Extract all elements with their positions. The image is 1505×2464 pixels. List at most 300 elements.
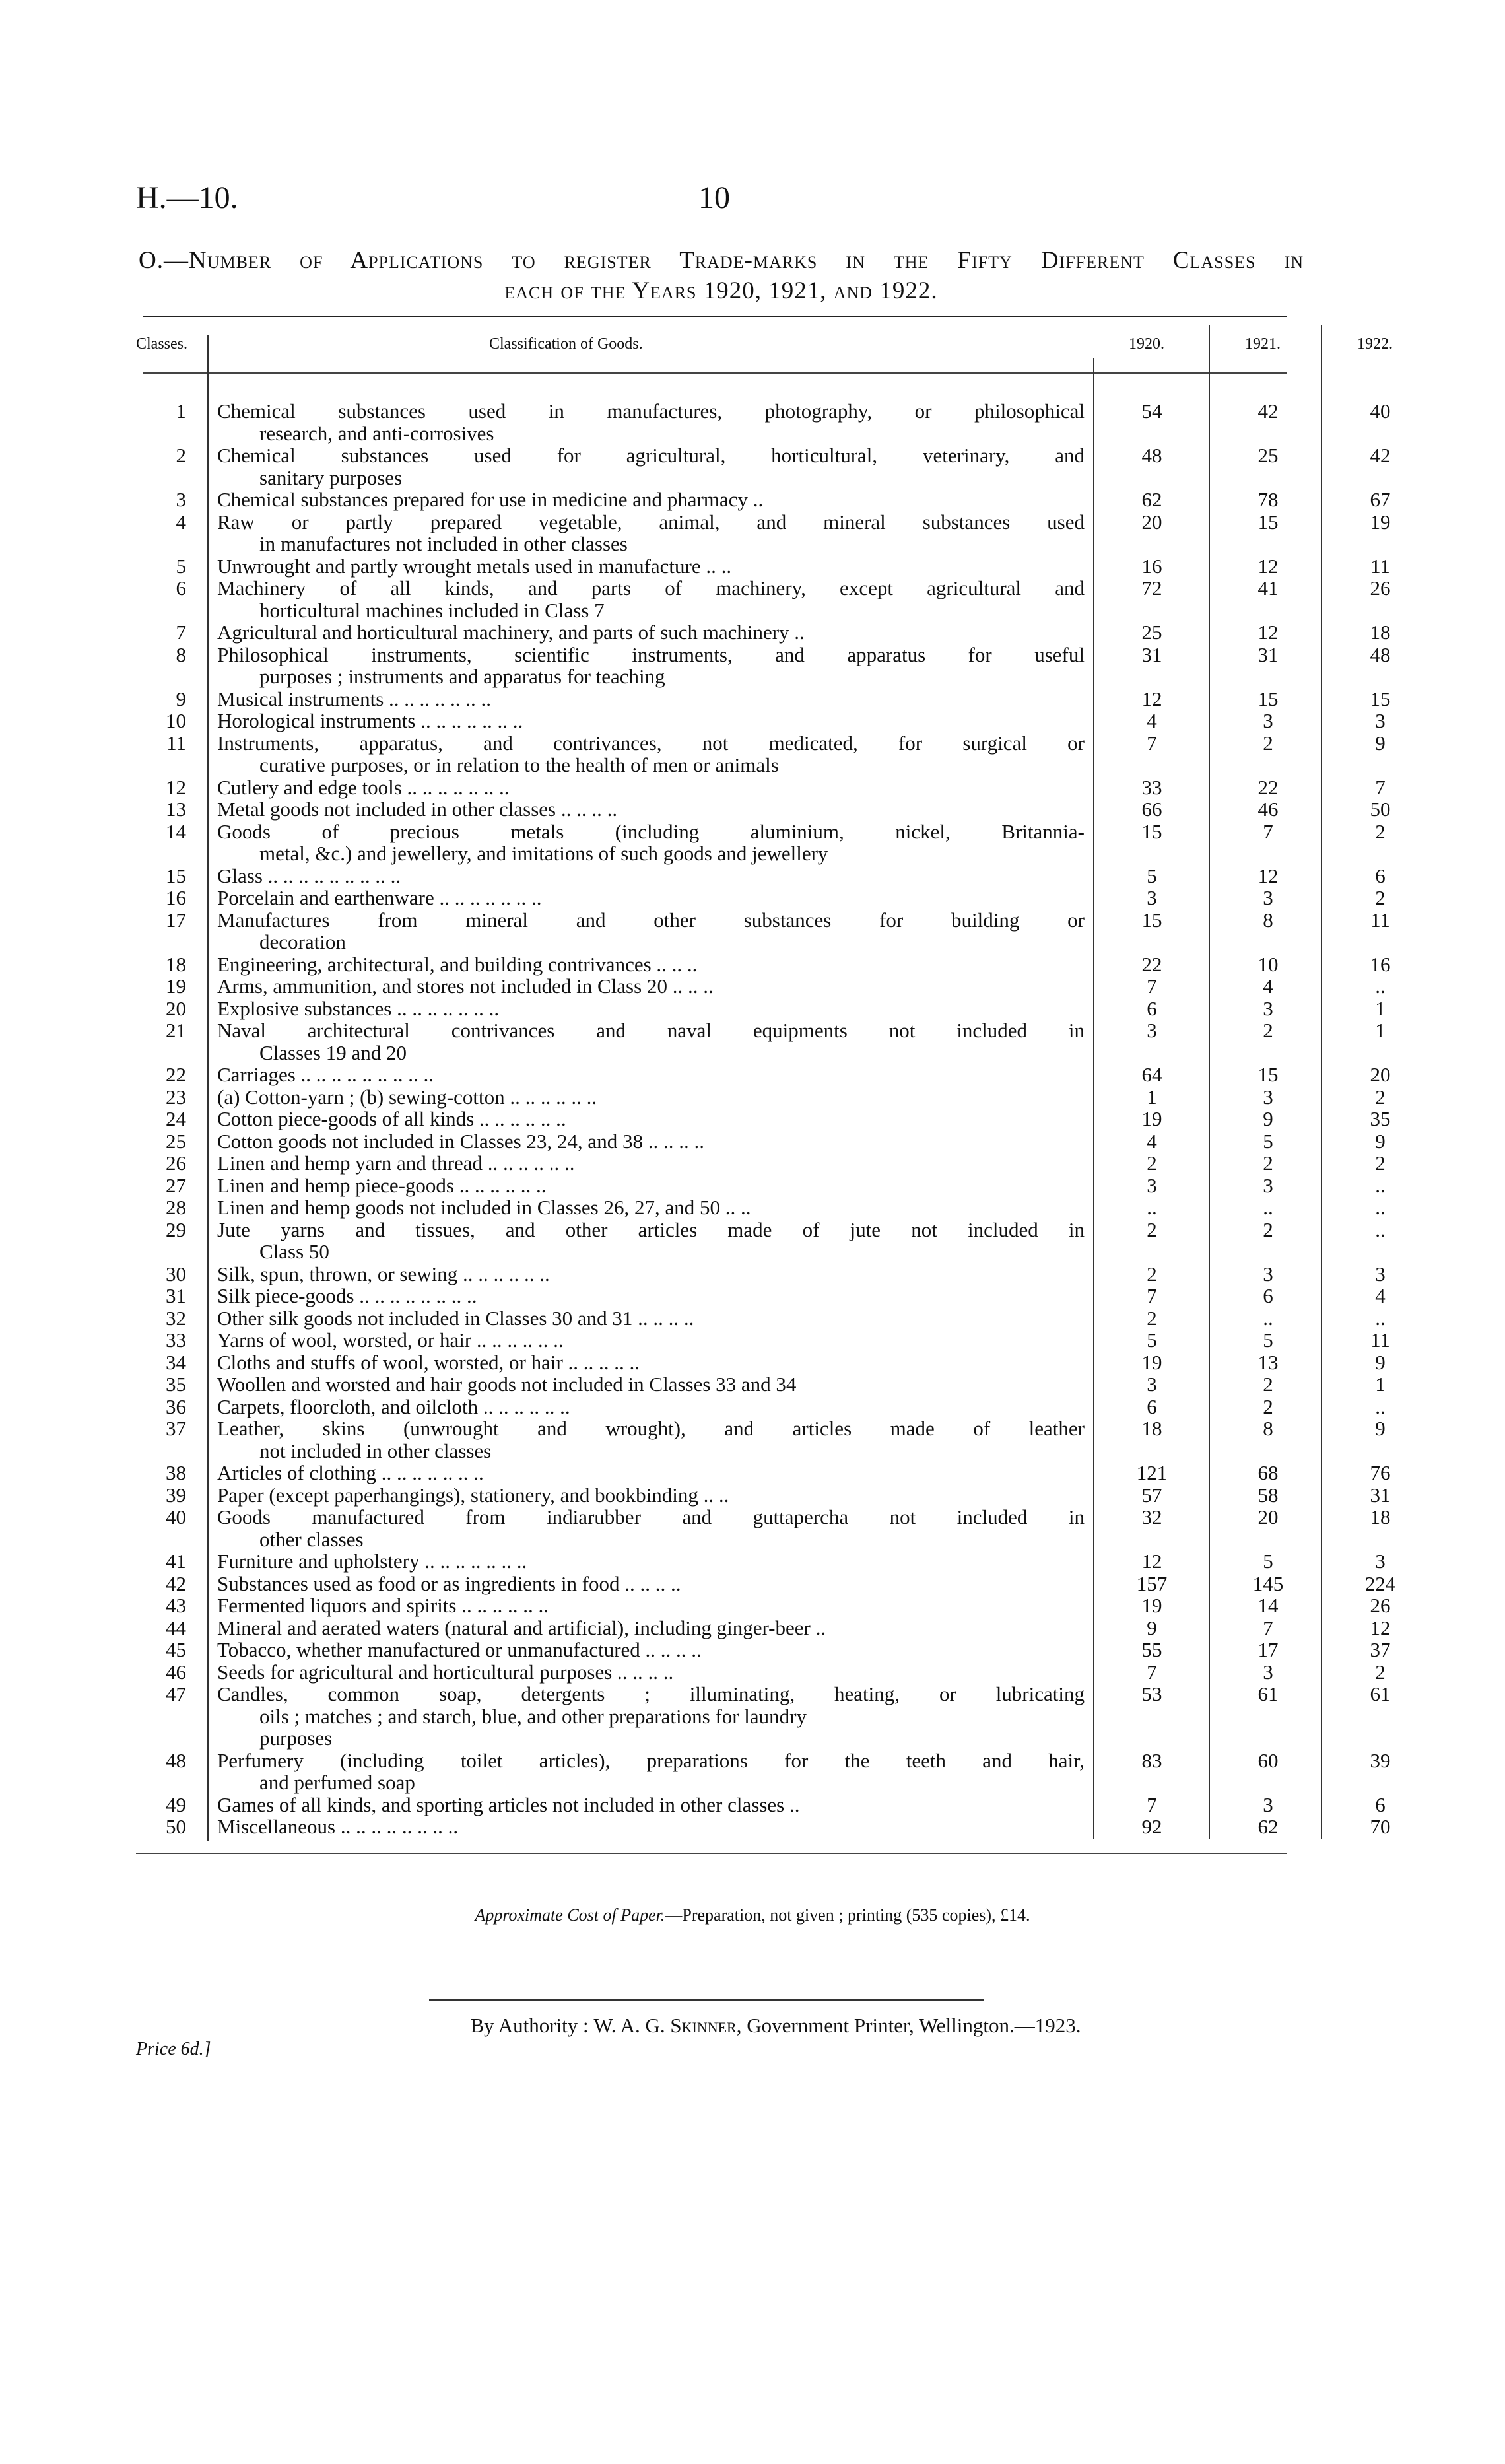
class-description [217, 1086, 1085, 1109]
class-number: 30 [166, 1262, 186, 1285]
class-description [217, 1594, 1085, 1617]
value-1920: 33 [1141, 775, 1162, 799]
value-1921: 68 [1257, 1461, 1279, 1484]
class-description [217, 909, 1085, 953]
description-text: Articles of clothing .. .. .. .. .. .. .. [217, 1461, 484, 1484]
description-continuation: in manufactures not included in other classes [259, 532, 628, 555]
class-description [217, 1396, 1085, 1418]
class-description [217, 511, 1085, 555]
value-1922: 9 [1375, 1417, 1386, 1440]
value-1922: .. [1375, 975, 1386, 998]
description-text: Goods of precious metals (including aluminium, nickel, Britannia- [217, 819, 1085, 843]
class-number: 31 [166, 1284, 186, 1307]
description-text: Porcelain and earthenware .. .. .. .. .. .. .. [217, 886, 542, 909]
class-number: 32 [166, 1306, 186, 1330]
description-text: Cotton goods not included in Classes 23, 24, and 38 .. .. .. .. [217, 1129, 704, 1153]
class-number: 22 [166, 1063, 186, 1086]
description-continuation: oils ; matches ; and starch, blue, and other preparations for laundry [259, 1704, 807, 1728]
value-1922: 2 [1375, 886, 1386, 909]
value-1922: 16 [1370, 952, 1391, 976]
class-description [217, 1418, 1085, 1462]
class-description [217, 1108, 1085, 1130]
description-text: Naval architectural contrivances and naval equipments not included in [217, 1019, 1085, 1042]
table-row [136, 864, 1386, 887]
value-1921: 2 [1263, 1217, 1273, 1241]
value-1922: 1 [1375, 996, 1386, 1020]
authority-suffix: , Government Printer, Wellington.—1923. [736, 2014, 1081, 2037]
class-number: 23 [166, 1085, 186, 1109]
class-description [217, 1794, 1085, 1816]
description-text: Explosive substances .. .. .. .. .. .. .. [217, 996, 500, 1020]
value-1922: 19 [1370, 510, 1391, 533]
description-text: Linen and hemp piece-goods .. .. .. .. .. .. [217, 1173, 547, 1197]
value-1921: 60 [1257, 1748, 1279, 1772]
value-1921: 3 [1263, 996, 1273, 1020]
column-divider [1321, 325, 1322, 1839]
value-1920: 54 [1141, 399, 1162, 423]
class-number: 25 [166, 1129, 186, 1153]
table-row [136, 1748, 1391, 1794]
table-body [136, 399, 1396, 1838]
table-row [136, 1262, 1386, 1285]
value-1920: 12 [1141, 687, 1162, 710]
value-1921: 5 [1263, 1129, 1273, 1153]
description-text: Perfumery (including toilet articles), preparations for the teeth and hair, [217, 1748, 1085, 1772]
value-1921: 3 [1263, 1262, 1273, 1285]
class-description [217, 1506, 1085, 1550]
class-description [217, 644, 1085, 688]
value-1920: 15 [1141, 819, 1162, 843]
class-number: 15 [166, 864, 186, 887]
description-text: Cloths and stuffs of wool, worsted, or hair .. .. .. .. .. [217, 1350, 640, 1374]
value-1920: 57 [1141, 1483, 1162, 1507]
value-1920: 2 [1147, 1217, 1157, 1241]
value-1921: 2 [1263, 1019, 1273, 1042]
class-number: 36 [166, 1394, 186, 1418]
value-1921: 31 [1257, 642, 1279, 666]
description-text: Carriages .. .. .. .. .. .. .. .. .. [217, 1063, 434, 1086]
value-1922: 31 [1370, 1483, 1391, 1507]
table-row [136, 731, 1386, 776]
class-description [217, 1263, 1085, 1285]
description-text: Linen and hemp goods not included in Classes 26, 27, and 50 .. .. [217, 1196, 751, 1219]
value-1921: 15 [1257, 510, 1279, 533]
class-description [217, 998, 1085, 1020]
value-1921: 61 [1257, 1682, 1279, 1705]
value-1922: .. [1375, 1196, 1386, 1219]
value-1921: 2 [1263, 731, 1273, 755]
value-1920: 25 [1141, 621, 1162, 644]
value-1922: 11 [1370, 554, 1390, 578]
class-number: 47 [166, 1682, 186, 1705]
authority-rule [429, 1999, 984, 2001]
class-description [217, 865, 1085, 887]
table-row [136, 554, 1390, 578]
value-1922: 3 [1375, 1550, 1386, 1573]
class-description [217, 732, 1085, 776]
value-1920: 1 [1147, 1085, 1157, 1109]
value-1921: 10 [1257, 952, 1279, 976]
value-1920: 20 [1141, 510, 1162, 533]
value-1921: 145 [1252, 1571, 1284, 1595]
description-text: (a) Cotton-yarn ; (b) sewing-cotton .. .. .. .. .. .. [217, 1085, 597, 1109]
value-1921: 2 [1263, 1151, 1273, 1175]
value-1921: 3 [1263, 1173, 1273, 1197]
description-text: Miscellaneous .. .. .. .. .. .. .. .. [217, 1815, 459, 1838]
class-description [217, 1816, 1085, 1838]
value-1920: 3 [1147, 1173, 1157, 1197]
class-description [217, 1352, 1085, 1374]
class-description [217, 1750, 1085, 1794]
description-text: Mineral and aerated waters (natural and artificial), including ginger-beer .. [217, 1616, 826, 1639]
table-row [136, 1660, 1386, 1684]
value-1920: 7 [1147, 731, 1157, 755]
description-continuation: purposes ; instruments and apparatus for teaching [259, 665, 665, 688]
description-continuation: research, and anti-corrosives [259, 421, 494, 445]
description-text: Chemical substances used in manufactures, photography, or philosophical [217, 399, 1085, 423]
table-row [136, 1328, 1390, 1352]
value-1922: 39 [1370, 1748, 1391, 1772]
class-description [217, 887, 1085, 909]
class-description [217, 688, 1085, 710]
table-row [136, 1196, 1386, 1219]
value-1922: 12 [1370, 1616, 1391, 1639]
value-1921: 9 [1263, 1107, 1273, 1130]
class-description [217, 400, 1085, 444]
value-1921: 2 [1263, 1394, 1273, 1418]
class-description [217, 1573, 1085, 1595]
description-text: Cotton piece-goods of all kinds .. .. .. .. .. .. [217, 1107, 566, 1130]
table-row [136, 819, 1386, 865]
class-number: 39 [166, 1483, 186, 1507]
value-1921: 7 [1263, 819, 1273, 843]
class-number: 33 [166, 1328, 186, 1352]
value-1922: 48 [1370, 642, 1391, 666]
value-1921: 13 [1257, 1350, 1279, 1374]
table-row [136, 1151, 1386, 1175]
value-1921: 3 [1263, 1085, 1273, 1109]
description-text: Seeds for agricultural and horticultural purposes .. .. .. .. [217, 1660, 674, 1684]
table-row [136, 1505, 1391, 1551]
description-text: Chemical substances prepared for use in medicine and pharmacy .. [217, 488, 764, 511]
class-description [217, 1617, 1085, 1639]
value-1921: 6 [1263, 1284, 1273, 1307]
class-description [217, 975, 1085, 998]
value-1921: 8 [1263, 908, 1273, 932]
col-header-1922: 1922. [1357, 335, 1393, 353]
value-1920: 121 [1136, 1461, 1168, 1484]
table-row [136, 975, 1386, 998]
value-1922: 40 [1370, 399, 1391, 423]
value-1922: 26 [1370, 576, 1391, 599]
value-1920: 7 [1147, 1660, 1157, 1684]
value-1922: 11 [1370, 1328, 1390, 1352]
class-number: 41 [166, 1550, 186, 1573]
table-row [136, 1350, 1386, 1374]
value-1921: 22 [1257, 775, 1279, 799]
table-row [136, 952, 1391, 976]
table-row [136, 488, 1391, 511]
value-1922: 2 [1375, 819, 1386, 843]
description-continuation: Classes 19 and 20 [259, 1041, 407, 1064]
table-row [136, 1063, 1391, 1086]
class-number: 45 [166, 1638, 186, 1661]
description-text: Manufactures from mineral and other substances for building or [217, 908, 1085, 932]
class-number: 19 [166, 975, 186, 998]
value-1922: 18 [1370, 1505, 1391, 1528]
class-number: 37 [166, 1417, 186, 1440]
description-text: Linen and hemp yarn and thread .. .. .. .. .. .. [217, 1151, 575, 1175]
class-number: 49 [166, 1793, 186, 1816]
class-description [217, 953, 1085, 976]
value-1921: 62 [1257, 1815, 1279, 1838]
description-text: Yarns of wool, worsted, or hair .. .. .. .. .. .. [217, 1328, 564, 1352]
value-1920: 31 [1141, 642, 1162, 666]
value-1921: 12 [1257, 554, 1279, 578]
header-bottom-rule [143, 372, 1287, 374]
description-text: Games of all kinds, and sporting articles not included in other classes .. [217, 1793, 800, 1816]
class-number: 20 [166, 996, 186, 1020]
value-1922: .. [1375, 1217, 1386, 1241]
col-header-classes: Classes. [136, 335, 187, 353]
class-number: 21 [166, 1019, 186, 1042]
description-text: Silk piece-goods .. .. .. .. .. .. .. .. [217, 1284, 477, 1307]
value-1920: 48 [1141, 444, 1162, 467]
class-number: 3 [176, 488, 186, 511]
table-row [136, 1284, 1386, 1307]
table-row [136, 1682, 1391, 1750]
value-1921: 14 [1257, 1594, 1279, 1617]
description-text: Unwrought and partly wrought metals used in manufacture .. .. [217, 554, 732, 578]
title-line-1: O.—Number of Applications to register Trade-marks in the Fifty Different Classes in [139, 247, 1304, 274]
class-description [217, 1219, 1085, 1263]
table-row [136, 1107, 1391, 1130]
description-continuation: curative purposes, or in relation to the health of men or animals [259, 753, 779, 776]
class-description [217, 1130, 1085, 1153]
value-1922: .. [1375, 1173, 1386, 1197]
value-1920: 5 [1147, 1328, 1157, 1352]
value-1920: 62 [1141, 488, 1162, 511]
value-1921: 3 [1263, 709, 1273, 732]
description-text: Carpets, floorcloth, and oilcloth .. .. .. .. .. .. [217, 1394, 570, 1418]
value-1922: 26 [1370, 1594, 1391, 1617]
description-text: Musical instruments .. .. .. .. .. .. .. [217, 687, 492, 710]
class-description [217, 1639, 1085, 1661]
value-1922: 67 [1370, 488, 1391, 511]
class-number: 44 [166, 1616, 186, 1639]
value-1922: 3 [1375, 1262, 1386, 1285]
description-text: Machinery of all kinds, and parts of machinery, except agricultural and [217, 576, 1085, 599]
value-1920: 5 [1147, 864, 1157, 887]
value-1922: 4 [1375, 1284, 1386, 1307]
class-description [217, 1683, 1085, 1750]
cost-text: —Preparation, not given ; printing (535 copies), £14. [665, 1905, 1030, 1925]
value-1922: 1 [1375, 1373, 1386, 1396]
table-row [136, 1793, 1386, 1816]
value-1920: 22 [1141, 952, 1162, 976]
class-description [217, 798, 1085, 821]
col-header-1920: 1920. [1129, 335, 1164, 353]
value-1922: 6 [1375, 1793, 1386, 1816]
value-1921: 20 [1257, 1505, 1279, 1528]
value-1920: 7 [1147, 1793, 1157, 1816]
table-row [136, 1616, 1391, 1639]
class-description [217, 1462, 1085, 1484]
description-text: Philosophical instruments, scientific instruments, and apparatus for useful [217, 642, 1085, 666]
table-row [136, 1483, 1391, 1507]
value-1921: .. [1263, 1196, 1273, 1219]
class-number: 9 [176, 687, 186, 710]
description-text: Tobacco, whether manufactured or unmanufactured .. .. .. .. [217, 1638, 702, 1661]
class-number: 50 [166, 1815, 186, 1838]
value-1920: 3 [1147, 886, 1157, 909]
value-1920: 19 [1141, 1107, 1162, 1130]
value-1921: 46 [1257, 798, 1279, 821]
value-1922: 9 [1375, 1350, 1386, 1374]
class-description [217, 1373, 1085, 1396]
class-number: 28 [166, 1196, 186, 1219]
table-row [136, 1594, 1391, 1617]
cost-note [0, 1905, 1505, 1925]
class-description [217, 621, 1085, 644]
value-1920: 157 [1136, 1571, 1168, 1595]
value-1921: 78 [1257, 488, 1279, 511]
table-row [136, 1638, 1391, 1661]
description-text: Fermented liquors and spirits .. .. .. .. .. .. [217, 1594, 549, 1617]
class-description [217, 1019, 1085, 1064]
value-1922: 2 [1375, 1660, 1386, 1684]
table-row [136, 1217, 1386, 1263]
class-number: 11 [166, 731, 186, 755]
class-number: 17 [166, 908, 186, 932]
description-text: Candles, common soap, detergents ; illuminating, heating, or lubricating [217, 1682, 1085, 1705]
class-number: 18 [166, 952, 186, 976]
class-description [217, 1285, 1085, 1307]
col-header-1921: 1921. [1245, 335, 1281, 353]
class-description [217, 1550, 1085, 1573]
class-number: 1 [176, 399, 186, 423]
value-1921: 5 [1263, 1328, 1273, 1352]
description-text: Cutlery and edge tools .. .. .. .. .. .. .. [217, 775, 510, 799]
table-row [136, 1019, 1386, 1064]
class-number: 2 [176, 444, 186, 467]
class-number: 24 [166, 1107, 186, 1130]
class-number: 35 [166, 1373, 186, 1396]
table-row [136, 1085, 1386, 1109]
value-1920: 64 [1141, 1063, 1162, 1086]
description-text: Other silk goods not included in Classes 30 and 31 .. .. .. .. [217, 1306, 694, 1330]
value-1922: 37 [1370, 1638, 1391, 1661]
class-number: 14 [166, 819, 186, 843]
value-1920: .. [1147, 1196, 1157, 1219]
value-1921: 3 [1263, 1793, 1273, 1816]
class-description [217, 489, 1085, 511]
value-1921: 12 [1257, 864, 1279, 887]
value-1920: 9 [1147, 1616, 1157, 1639]
class-description [217, 821, 1085, 865]
table-row [136, 1173, 1386, 1197]
value-1922: 35 [1370, 1107, 1391, 1130]
value-1920: 15 [1141, 908, 1162, 932]
description-continuation: decoration [259, 930, 346, 953]
value-1921: 12 [1257, 621, 1279, 644]
value-1921: 4 [1263, 975, 1273, 998]
description-text: Arms, ammunition, and stores not included in Class 20 .. .. .. [217, 975, 714, 998]
class-number: 42 [166, 1571, 186, 1595]
value-1920: 92 [1141, 1815, 1162, 1838]
class-number: 38 [166, 1461, 186, 1484]
value-1921: 2 [1263, 1373, 1273, 1396]
table-row [136, 576, 1391, 622]
class-description [217, 776, 1085, 799]
table-row [136, 996, 1386, 1020]
description-text: Leather, skins (unwrought and wrought), and articles made of leather [217, 1417, 1085, 1440]
class-number: 13 [166, 798, 186, 821]
value-1921: 58 [1257, 1483, 1279, 1507]
table-row [136, 687, 1391, 710]
value-1920: 16 [1141, 554, 1162, 578]
class-description [217, 1175, 1085, 1197]
authority-line [0, 2014, 1505, 2037]
table-row [136, 908, 1390, 953]
table-row [136, 444, 1391, 489]
description-text: Glass .. .. .. .. .. .. .. .. .. [217, 864, 401, 887]
value-1922: 15 [1370, 687, 1391, 710]
value-1922: 1 [1375, 1019, 1386, 1042]
class-description [217, 710, 1085, 732]
value-1921: 25 [1257, 444, 1279, 467]
table-row [136, 709, 1386, 732]
value-1922: 61 [1370, 1682, 1391, 1705]
title-line-2: each of the Years 1920, 1921, and 1922. [504, 277, 938, 304]
value-1922: .. [1375, 1306, 1386, 1330]
description-text: Silk, spun, thrown, or sewing .. .. .. .. .. .. [217, 1262, 550, 1285]
class-number: 5 [176, 554, 186, 578]
table-row [136, 399, 1391, 445]
description-continuation: Class 50 [259, 1240, 329, 1263]
table-row [136, 1461, 1391, 1484]
description-text: Paper (except paperhangings), stationery, and bookbinding .. .. [217, 1483, 729, 1507]
value-1920: 32 [1141, 1505, 1162, 1528]
table-title [139, 246, 1304, 306]
class-description [217, 1329, 1085, 1352]
value-1920: 6 [1147, 1394, 1157, 1418]
value-1920: 3 [1147, 1373, 1157, 1396]
value-1920: 53 [1141, 1682, 1162, 1705]
value-1922: 2 [1375, 1085, 1386, 1109]
value-1921: 8 [1263, 1417, 1273, 1440]
description-text: Jute yarns and tissues, and other articles made of jute not included in [217, 1217, 1085, 1241]
value-1920: 19 [1141, 1594, 1162, 1617]
value-1920: 4 [1147, 1129, 1157, 1153]
printer-name: W. A. G. Skinner [593, 2014, 737, 2037]
table-row [136, 886, 1386, 909]
cost-label: Approximate Cost of Paper. [475, 1905, 665, 1925]
class-number: 43 [166, 1594, 186, 1617]
class-number: 16 [166, 886, 186, 909]
value-1920: 2 [1147, 1151, 1157, 1175]
page-number: 10 [698, 180, 730, 215]
value-1922: .. [1375, 1394, 1386, 1418]
class-number: 26 [166, 1151, 186, 1175]
table-row [136, 642, 1391, 688]
description-continuation: metal, &c.) and jewellery, and imitations of such goods and jewellery [259, 842, 828, 865]
description-continuation: sanitary purposes [259, 465, 403, 489]
description-text: Furniture and upholstery .. .. .. .. .. .. .. [217, 1550, 527, 1573]
value-1920: 2 [1147, 1262, 1157, 1285]
table-row [136, 621, 1391, 644]
table-row [136, 1571, 1396, 1595]
